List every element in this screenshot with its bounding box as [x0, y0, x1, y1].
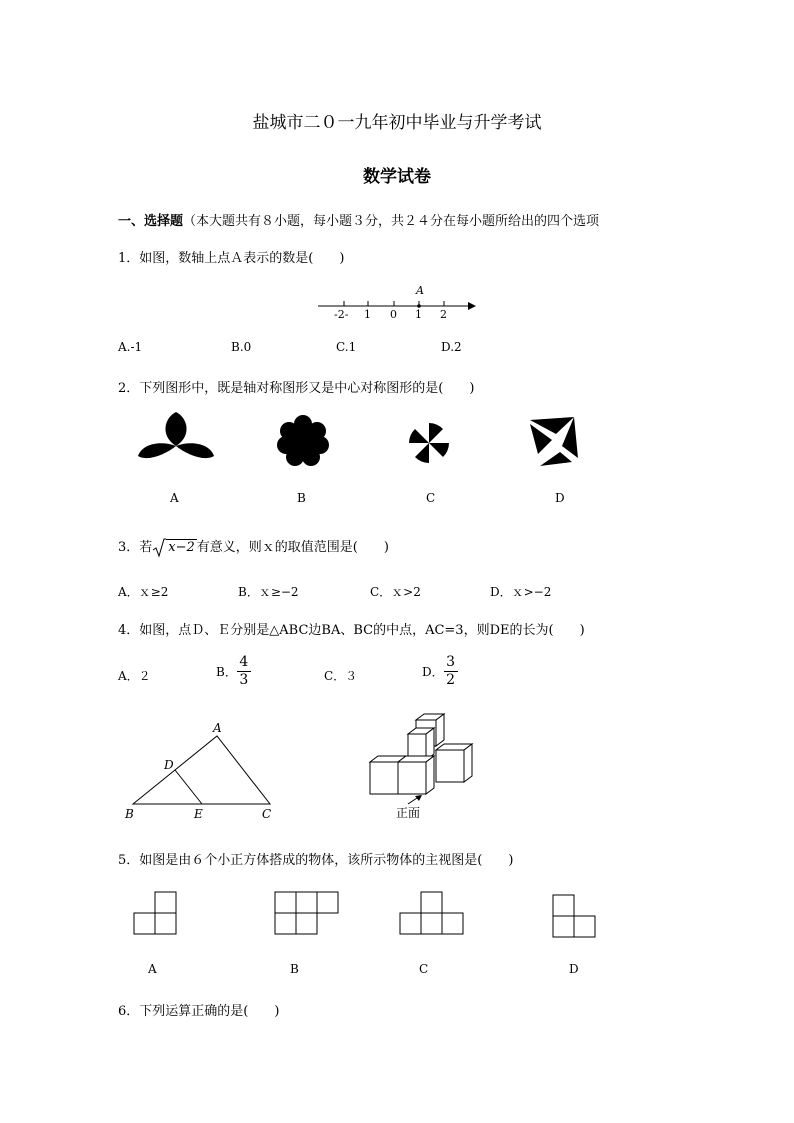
q5-label-a: A	[148, 962, 157, 976]
cube-stack-figure	[362, 712, 482, 822]
q1-option-b: B.0	[231, 340, 252, 354]
q2-label-b: B	[297, 491, 306, 505]
question-2-text: 2．下列图形中，既是轴对称图形又是中心对称图形的是( )	[118, 381, 475, 396]
question-4-text: 4．如图，点Ｄ、Ｅ分别是△ABC边BA、BC的中点，AC=3，则DE的长为( )	[118, 623, 585, 638]
q4-option-b	[216, 654, 251, 689]
q2-label-a: A	[170, 491, 179, 505]
vertex-c-label: C	[262, 807, 272, 821]
section-heading-label: 一、选择题	[118, 214, 184, 229]
fraction-denominator: 3	[239, 672, 249, 688]
exam-subtitle: 数学试卷	[363, 167, 431, 187]
question-1-text: 1．如图，数轴上点Ａ表示的数是( )	[118, 251, 345, 266]
three-petal-figure	[136, 410, 216, 470]
point-d-label: D	[164, 758, 174, 772]
q1-option-a: A.-1	[118, 340, 143, 354]
triangle-pieces-figure	[526, 414, 582, 470]
q3-text-after: 有意义，则ｘ的取值范围是( )	[196, 540, 389, 555]
front-view-option-b	[273, 890, 343, 938]
q3-text-before: 3．若	[118, 540, 153, 555]
q4-option-d	[422, 654, 458, 689]
front-view-option-c	[398, 890, 468, 938]
section-heading-note: （本大题共有８小题，每小题３分，共２４分在每小题所给出的四个选项	[183, 214, 600, 229]
pinwheel-figure	[404, 418, 454, 468]
fraction-numerator: 3	[446, 654, 456, 670]
number-line-arrow	[468, 302, 476, 310]
q1-option-c: C.1	[336, 340, 357, 354]
q3-radicand: x−2	[168, 540, 195, 555]
q3-option-d: D．ｘ>−2	[490, 585, 552, 599]
triangle-abc-figure	[120, 718, 285, 824]
q4-option-d-prefix: D．	[422, 665, 444, 679]
point-a-label: A	[416, 284, 424, 297]
tick-label: 2	[440, 308, 447, 321]
flower-figure	[276, 414, 330, 468]
q3-option-c: C．ｘ>2	[370, 585, 421, 599]
fraction-denominator: 2	[446, 672, 456, 688]
q3-option-b: B．ｘ≥−2	[238, 585, 299, 599]
q4-option-b-fraction	[237, 654, 251, 689]
radical-sign-icon	[152, 538, 166, 558]
q1-option-d: D.2	[441, 340, 462, 354]
exam-title: 盐城市二０一九年初中毕业与升学考试	[252, 113, 542, 133]
question-3-text	[118, 536, 389, 558]
front-view-option-a	[132, 890, 182, 938]
tick-label: 1	[415, 308, 422, 321]
front-view-caption: 正面	[396, 806, 421, 820]
q5-label-c: C	[419, 962, 429, 976]
tick-label: 0	[390, 308, 397, 321]
vertex-a-label: A	[213, 721, 222, 735]
q5-label-b: B	[290, 962, 299, 976]
question-5-text: 5．如图是由６个小正方体搭成的物体，该所示物体的主视图是( )	[118, 853, 514, 868]
q2-label-c: C	[426, 491, 436, 505]
front-view-option-d	[551, 893, 601, 941]
q4-option-a: A．２	[118, 669, 151, 683]
q3-option-a: A．ｘ≥2	[118, 585, 169, 599]
number-line-figure	[310, 282, 485, 322]
q5-label-d: D	[569, 962, 579, 976]
tick-label: -2-	[334, 308, 349, 321]
front-arrow-icon	[415, 795, 422, 801]
vertex-b-label: B	[125, 807, 134, 821]
fraction-numerator: 4	[239, 654, 249, 670]
question-6-text: 6．下列运算正确的是( )	[118, 1004, 280, 1019]
section-heading	[118, 210, 599, 229]
q4-option-c: C．３	[324, 669, 358, 683]
q2-label-d: D	[555, 491, 565, 505]
q4-option-b-prefix: B．	[216, 665, 237, 679]
tick-label: 1	[364, 308, 371, 321]
q4-option-d-fraction	[444, 654, 458, 689]
point-e-label: E	[194, 807, 203, 821]
